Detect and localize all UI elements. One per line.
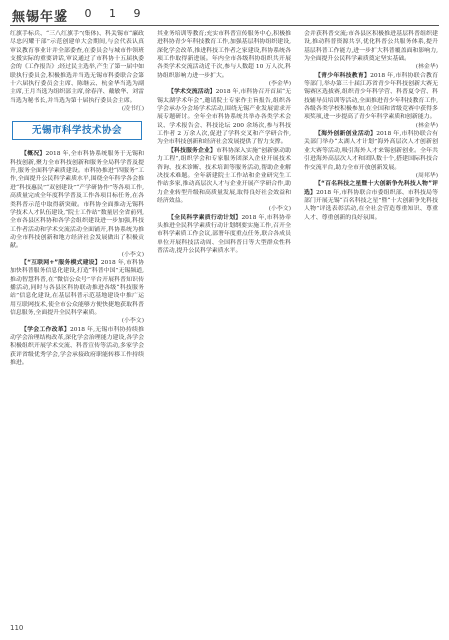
author-signature: (小李文) — [121, 251, 144, 258]
entry-tag: 【学会工作改革】 — [21, 326, 70, 333]
yearbook-year: 2 0 1 9 — [60, 7, 148, 20]
entry-text: 2018 年,市科协牵头推进全民科学素质行动计划纲要实施工作,召开全市科学素质工作会议,部署年度重点任务,联合各成员单位开展科技活动周、全国科普日等大型群众性科普活动,提升公民科学素质水平。 — [157, 214, 291, 254]
entry-tag: 【“互联网+”服务模式建设】 — [21, 259, 101, 266]
entry-text: 2018 年,市科协联合市委组织部、市科技局等部门开展无锡“百名科技之星”暨“十大创新争先科技人物”评选表彰活动,在全社会营造尊重知识、尊重人才、尊重创新的良好氛围。 — [304, 189, 438, 221]
entry-text: 2018 年,全市科协系统服务于无锡和科技创新,聚力全市科技创新和服务全局科学普及提升,服务全面科学素质建设。市科协推进“四服务”工作,全面提升公民科学素质水平,围绕全年科学各会推进“科技惠民”“双创建设”“产学研协作”等各项工作,高质量完成全年度科学普及工作各项目标任务,在各类科普示范中取得新突破。市科协全面推动无锡科学技术人才队伍建设,“院士工作站”数量居全省前列,全市各县区科协和各学会组织建设进一步加强,科技工作者活动和学术交流活动全面铺开,科协系统为推动全市科技创新和地方经济社会发展做出了积极贡献。 — [10, 151, 144, 250]
entry-tag: 【青少年科技教育】 — [315, 72, 371, 79]
entry-tag: 【全民科学素质行动计划】 — [168, 214, 242, 221]
entry-text: 2018 年,市科协召开首届“无锡太湖学术年会”,邀请院士专家作主旨报告,组织各学会承办分会场学术活动,围绕无锡产业发展需求开展专题研讨。全年全市科协系统共举办各类学术会议、学术报告会、科技论坛 200 余场次,参与科技工作者 2 万余人次,促进了学科交叉和产学研合作,为全市科技创新和经济社会发展提供了智力支撑。 — [157, 89, 291, 146]
paragraph — [10, 326, 144, 368]
paragraph — [157, 147, 291, 205]
header-rule — [10, 25, 439, 26]
paragraph — [304, 72, 438, 122]
paragraph — [157, 214, 291, 256]
paragraph — [304, 130, 438, 172]
entry-tag: 【“百名科技之星暨十大创新争先科技人物”评选】 — [304, 181, 438, 196]
author-signature: (林金华) — [415, 64, 438, 71]
entry-text: 2018 年,市科协加快科普服务信息化建设,打造“科普中国”无锡频道,推动智慧科普,在“微信公众号”平台开展科普知识传播活动,同时与各县区科协联动推进各级“科技服务站”信息化建设,在基层科普示范基地建设中推广运用互联网技术,使全市公众能够方便快捷地获取科普信息服务,全面提升全民科学素质。 — [10, 259, 144, 316]
paragraph — [157, 88, 291, 146]
page-header — [0, 0, 449, 26]
author-signature: (凌书红) — [121, 106, 144, 113]
column-3 — [304, 30, 438, 620]
author-signature: (小李文) — [268, 206, 291, 213]
paragraph — [10, 259, 144, 317]
author-signature: (周邦华) — [415, 172, 438, 179]
entry-text: 市科协深入实施“创新驱动助力工程”,组织学会和专家服务团深入企业开展技术咨询、技术诊断、技术培训等服务活动,帮助企业解决技术难题。全年新建院士工作站和企业研究生工作站多家,推动高层次人才与企业开展产学研合作,助力企业转型升级和高质量发展,取得良好社会效益和经济效益。 — [157, 147, 291, 204]
entry-tag: 【科技服务企业】 — [168, 147, 216, 154]
yearbook-brand: 無锡年鉴 — [12, 10, 69, 25]
author-signature: (小李文) — [121, 318, 144, 325]
entry-tag: 【学术交流活动】 — [168, 89, 216, 96]
column-1 — [10, 30, 144, 620]
column-2 — [157, 30, 291, 620]
author-signature: (林金华) — [415, 122, 438, 129]
entry-text: 2018 年,市科协联合教育等部门,举办第三十届江苏省青少年科技创新大赛无锡赛区选拔赛,组织青少年科学营、科普夏令营、科技辅导员培训等活动,全面推进青少年科技教育工作,各级各类学校积极参加,在全国和省级竞赛中获得多项奖项,进一步提高了青少年科学素质和创新能力。 — [304, 72, 438, 121]
entry-text: 2018 年,无锡市科协持续推动学会治理结构改革,深化学会治理能力建设,各学会积极组织开展学术交流、科普宣传等活动,多家学会获评省级优秀学会,学会承接政府职能转移工作持续推进。 — [10, 326, 144, 367]
author-signature: (李金华) — [268, 81, 291, 88]
paragraph — [304, 180, 438, 222]
paragraph: 红旗手标兵、“三八红旗手”(集体)、科关锡市“廉政尽忠闪耀干部”示范创建单大会期间,与会代表认真审议教育事业计并全部委查,在委员会与城市作领班支援实际的重要讲话,审议通过了市科协十五届执委会的《工作报告》;经过民主选举,产生了第一届中如联执行委员会,积极推选并当选无锡市科委联合会第十六届执行委员会主席、陈继云、杭金华当选为副主席,王月当选为组织部主席,徐春洋、戴敏华、刘雷当选为秘书长,并当选为第十届执行委员会主席。 — [10, 31, 144, 104]
entry-tag: 【概况】 — [21, 151, 46, 158]
page-number: 110 — [10, 624, 24, 632]
entry-text: 2018 年,市科协联合有关部门举办“太湖人才计划”海外高层次人才创新创业大赛等活动,吸引海外人才来锡创新创业。全年共引进海外高层次人才和团队数十个,搭建国际科技合作交流平台,助力全市开放创新发展。 — [304, 131, 438, 171]
paragraph: 会并获科普交流;市各县区积极推进基层科普组织建设,推动科普资源共享,优化科普公共服务体系,提升基层科普工作能力,进一步扩大科普覆盖面和影响力,为全面提升公民科学素质奠定坚实基础。 — [304, 31, 438, 63]
paragraph: 其业务培训等教育;充实市科普宣传服务中心,积极推进科协青少年科技教育工作,加强基层科协组织建设,深化学会改革,推进科技工作者之家建设,科协系统各项工作取得新进展。年内全市各级科协组织共开展各类学术交流活动近千次,参与人数超 10 万人次,科协组织影响力进一步扩大。 — [157, 31, 291, 79]
section-heading: 无锡市科学技术协会 — [12, 121, 142, 140]
paragraph — [10, 150, 144, 250]
entry-tag: 【海外创新创业活动】 — [315, 131, 377, 138]
